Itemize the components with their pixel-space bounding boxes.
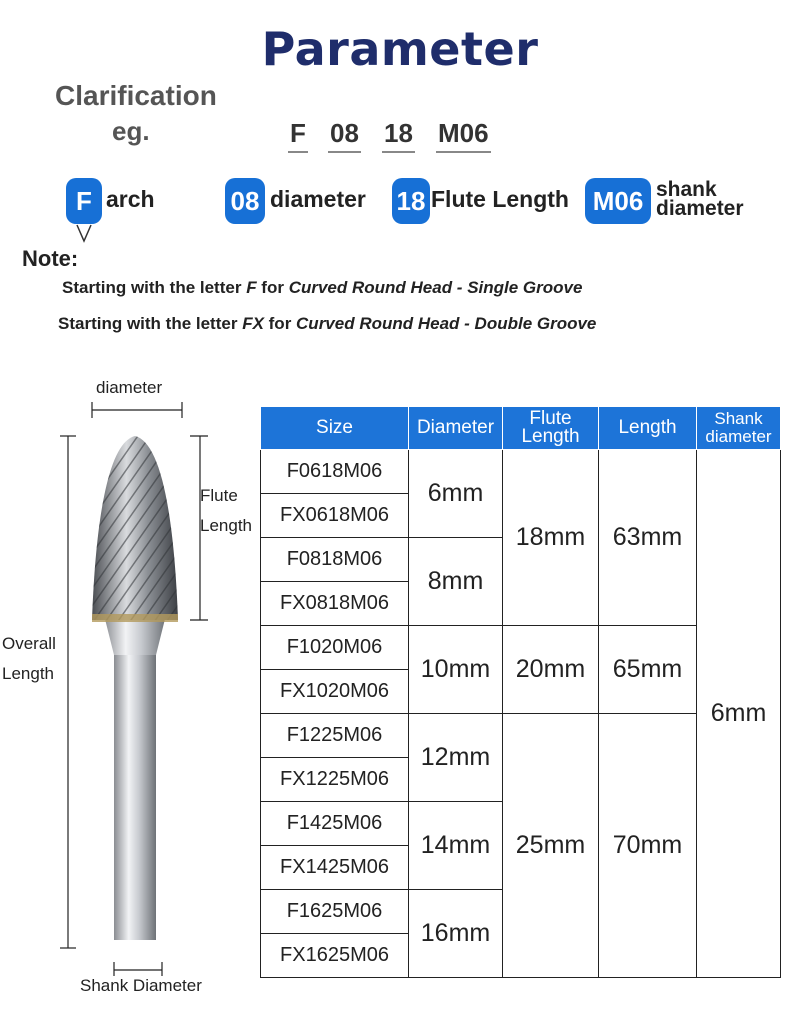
size-cell: FX1625M06 — [261, 934, 409, 978]
shank — [114, 610, 156, 940]
note-mid: for — [263, 314, 297, 333]
note-line-double — [58, 314, 596, 334]
badge-m06: M06 — [585, 178, 651, 224]
legend-label-shank-diameter: diameter — [656, 197, 744, 220]
note-line-single — [62, 278, 582, 298]
note-desc: Curved Round Head - Double Groove — [296, 314, 597, 333]
note-desc: Curved Round Head - Single Groove — [288, 278, 583, 297]
overall-length-label-2: Length — [2, 664, 54, 683]
size-cell: FX1020M06 — [261, 670, 409, 714]
table-header-row — [261, 407, 781, 450]
note-prefix: Starting with the letter — [62, 278, 247, 297]
badge-08: 08 — [225, 178, 265, 224]
code-part-shank: M06 — [436, 118, 491, 153]
overall-length-label: Overall — [2, 634, 56, 653]
flute-length-label-2: Length — [200, 516, 252, 535]
legend-label-diameter: diameter — [270, 186, 366, 212]
legend-label-shank: shank — [656, 178, 717, 201]
header-size-text: Size — [316, 417, 353, 438]
header-diameter — [409, 407, 503, 450]
header-diameter-text: Diameter — [416, 417, 495, 438]
size-cell: F1225M06 — [261, 714, 409, 758]
size-cell: FX1225M06 — [261, 758, 409, 802]
badge-18: 18 — [392, 178, 430, 224]
flute-length-label: Flute — [200, 486, 238, 505]
length-cell: 63mm — [599, 450, 697, 626]
flute-cell: 25mm — [503, 714, 599, 978]
spec-table — [260, 406, 781, 978]
flute-cell: 18mm — [503, 450, 599, 626]
header-shank-text: Shank — [714, 409, 763, 428]
note-mid: for — [256, 278, 289, 297]
length-cell: 65mm — [599, 626, 697, 714]
note-prefix: Starting with the letter — [58, 314, 243, 333]
legend-label-arch: arch — [106, 186, 155, 212]
code-part-flute: 18 — [382, 118, 415, 153]
diameter-cell: 12mm — [409, 714, 503, 802]
note-letter: F — [246, 278, 257, 297]
size-cell: F0618M06 — [261, 450, 409, 494]
note-letter: FX — [242, 314, 264, 333]
legend-label-flute-length: Flute Length — [431, 186, 569, 212]
header-size — [261, 407, 409, 450]
header-length — [599, 407, 697, 450]
diameter-cell: 6mm — [409, 450, 503, 538]
diameter-label: diameter — [96, 378, 163, 397]
burr-diagram — [0, 370, 260, 1024]
size-cell: FX0818M06 — [261, 582, 409, 626]
header-shank-text-2: diameter — [705, 427, 772, 446]
clarification-heading: Clarification — [55, 80, 217, 111]
header-flute-length — [503, 407, 599, 450]
badge-f: F — [66, 178, 102, 224]
size-cell: F1425M06 — [261, 802, 409, 846]
pointer-arrow-icon — [76, 224, 92, 244]
shank-cell: 6mm — [697, 450, 781, 978]
size-cell: F1020M06 — [261, 626, 409, 670]
size-cell: FX0618M06 — [261, 494, 409, 538]
diameter-cell: 10mm — [409, 626, 503, 714]
size-cell: FX1425M06 — [261, 846, 409, 890]
header-shank-diameter — [697, 407, 781, 450]
size-cell: F0818M06 — [261, 538, 409, 582]
header-flute-text-2: Length — [521, 426, 580, 447]
header-length-text: Length — [618, 417, 677, 438]
shank-diameter-label: Shank Diameter — [80, 976, 202, 995]
flute-cell: 20mm — [503, 626, 599, 714]
code-part-diameter: 08 — [328, 118, 361, 153]
diameter-cell: 14mm — [409, 802, 503, 890]
example-label: eg. — [112, 116, 150, 146]
diameter-cell: 16mm — [409, 890, 503, 978]
note-heading: Note: — [22, 246, 79, 271]
page-title: Parameter — [261, 22, 539, 76]
header-flute-text: Flute — [529, 408, 572, 429]
diameter-cell: 8mm — [409, 538, 503, 626]
code-part-arch: F — [288, 118, 308, 153]
length-cell: 70mm — [599, 714, 697, 978]
size-cell: F1625M06 — [261, 890, 409, 934]
table-row — [261, 450, 781, 494]
